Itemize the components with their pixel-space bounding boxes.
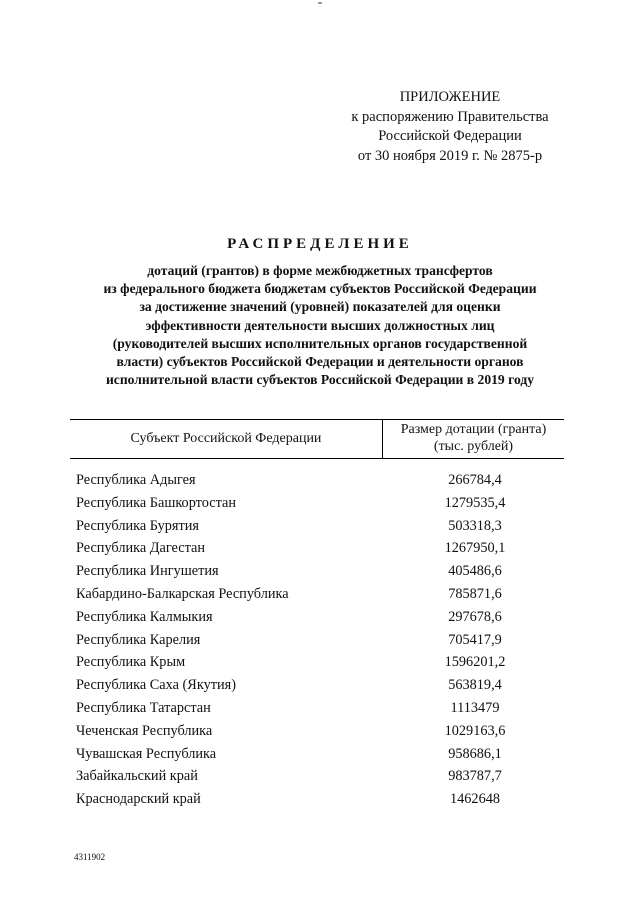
row-subject: Чеченская Республика [76,722,213,739]
table-row [0,677,640,700]
row-subject: Республика Бурятия [76,517,199,534]
subheading-line: (руководителей высших исполнительных органов государственной [112,335,528,351]
row-amount: 1462648 [449,791,501,808]
subheading-line: исполнительной власти субъектов Российской Федерации в 2019 году [105,372,535,388]
table-row [0,495,640,518]
table-row [0,700,640,723]
table-row [0,563,640,586]
page-mark [318,2,322,4]
row-subject: Республика Карелия [76,631,201,648]
table-row [0,746,640,769]
column-header-amount [383,421,564,455]
column-header-subject: Субъект Российской Федерации [70,420,383,458]
row-amount: 1267950,1 [444,540,506,557]
column-header-amount-line: Размер дотации (гранта) [400,422,547,437]
row-subject: Республика Дагестан [76,540,206,557]
subheading-line: за достижение значений (уровней) показателей для оценки [139,299,501,315]
table-row [0,632,640,655]
appendix-line: Российской Федерации [378,128,522,144]
row-amount: 705417,9 [448,631,502,648]
table-body [0,472,640,814]
appendix-line: к распоряжению Правительства [351,108,549,125]
row-subject: Республика Саха (Якутия) [76,677,236,694]
table-header [70,419,564,459]
row-amount: 1279535,4 [444,494,506,511]
appendix-block [340,88,560,166]
row-subject: Республика Калмыкия [76,608,213,625]
row-subject: Забайкальский край [76,768,198,785]
row-amount: 266784,4 [448,472,502,488]
row-amount: 1113479 [450,699,500,716]
row-amount: 1029163,6 [444,722,506,739]
row-amount: 785871,6 [448,585,502,602]
row-amount: 983787,7 [448,768,502,785]
row-subject: Краснодарский край [76,791,201,808]
appendix-title: ПРИЛОЖЕНИЕ [399,89,501,105]
table-row [0,472,640,495]
table-row [0,654,640,677]
row-amount: 405486,6 [448,563,502,580]
row-subject: Республика Крым [76,654,186,671]
column-header-amount-unit: (тыс. рублей) [433,439,514,454]
row-subject: Республика Адыгея [76,472,196,488]
document-heading: РАСПРЕДЕЛЕНИЕ [227,236,413,252]
table-row [0,586,640,609]
document-code: 4311902 [74,852,106,862]
table-row [0,723,640,746]
table-row [0,768,640,791]
row-subject: Республика Ингушетия [76,563,219,580]
document-subheading [40,262,600,389]
row-amount: 297678,6 [448,608,502,625]
subheading-line: эффективности деятельности высших должностных лиц [145,317,495,333]
table-row [0,540,640,563]
table-row [0,791,640,814]
table-row [0,518,640,541]
table-row [0,609,640,632]
row-subject: Чувашская Республика [76,745,217,762]
row-subject: Кабардино-Балкарская Республика [76,585,289,602]
row-amount: 503318,3 [448,517,502,534]
appendix-date: от 30 ноября 2019 г. № 2875-р [357,147,543,164]
subheading-line: дотаций (грантов) в форме межбюджетных трансфертов [147,263,493,278]
subheading-line: власти) субъектов Российской Федерации и деятельности органов [116,354,524,370]
row-amount: 563819,4 [448,677,502,694]
row-subject: Республика Башкортостан [76,494,236,511]
row-amount: 1596201,2 [444,654,506,671]
subheading-line: из федерального бюджета бюджетам субъектов Российской Федерации [103,281,537,297]
row-amount: 958686,1 [448,745,502,762]
row-subject: Республика Татарстан [76,699,211,716]
